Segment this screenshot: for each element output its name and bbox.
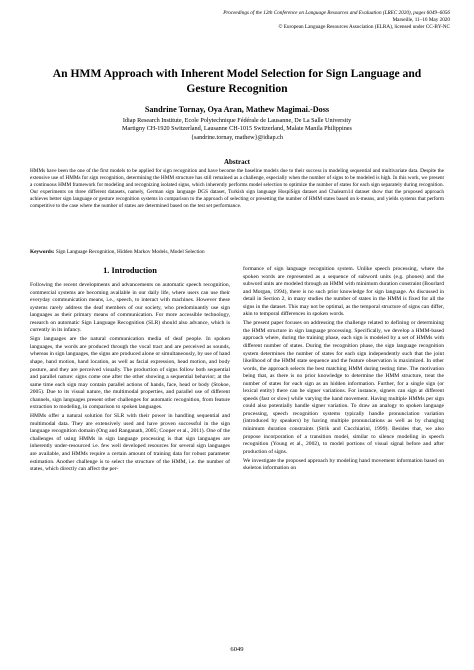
paragraph: HMMs offer a natural solution for SLR with their power in handling sequential and multimodal data. They are extensively used and have proven successful in the sign language recognition domain (Ong and Ranganath, 2005; Cooper et al., 2011). One of the challenges of using HMMs in sign language processing is that sign languages are inherently under-resourced i.e. few well developed resources for several sign languages are available, and HMMs require a certain amount of training data for robust parameter estimation. Another challenge is to select the structure of the HMM, i.e. the number of states, which directly can affect the per- bbox=[30, 413, 230, 473]
proceedings-header bbox=[150, 10, 450, 32]
header-line-1: Proceedings of the 12th Conference on Language Resources and Evaluation (LREC 2020), pages 6049–6056 bbox=[223, 10, 450, 16]
abstract-text: HMMs have been the one of the first models to be applied for sign recognition and have become the baseline models due to their success in modeling sequential and multivariate data. Despite the extensive use of HMMs for sign recognition, determining the HMM structure has still remained as a challenge, especially when the number of signs to be modeled is high. In this work, we present a continuous HMM framework for modeling and recognizing isolated signs, which inherently performs model selection to optimize the number of states for each sign separately during recognition. Our experiments on three different datasets, namely, German sign language DGS dataset, Turkish sign language HospiSign dataset and Chalearn14 dataset show that the proposed approach achieves better sign language or gesture recognition systems in comparison to the approach of selecting or presetting the number of HMM states based on k-means, and yields systems that perform competitive to the case where the number of states are determined based on the test set performance. bbox=[30, 168, 444, 209]
paper-title bbox=[30, 66, 444, 96]
affiliation bbox=[30, 117, 444, 142]
paragraph: We investigate the proposed approach by modeling hand movement information based on skeleton information on bbox=[243, 457, 444, 472]
affiliation-emails: {sandrine.tornay, mathew}@idiap.ch bbox=[191, 133, 283, 141]
affiliation-line-1: Idiap Research Institute, Ecole Polytechnique Fédérale de Lausanne, De La Salle University bbox=[122, 117, 352, 124]
affiliation-line-2: Martigny CH-1920 Switzerland, Lausanne CH-1015 Switzerland, Malate Manila Philippines bbox=[122, 125, 352, 133]
paragraph: Following the recent developments and advancements on automatic speech recognition, commercial systems are becoming available in our daily life, where users can use their everyday communication means, i.e., speech, to interact with machines. However these systems rarely address the deaf members of our society, who predominantly use sign languages as their primary means of communication. For more accessible technology, research on automatic Sign Language Recognition (SLR) should also advance, which is currently in its infancy. bbox=[30, 282, 230, 334]
right-column bbox=[243, 266, 444, 474]
keywords bbox=[30, 249, 444, 256]
paragraph: Sign languages are the natural communication media of deaf people. In spoken languages, the words are produced through the vocal tract and are perceived as sounds, whereas in sign languages, the signs are produced alone or simultaneously, by use of hand shape, hand motion, hand location, as well as facial expression, head motion, and body posture, and they are perceived visually. The production of signs follow both sequential and parallel nature: signs come one after the other showing a sequential behavior; at the same time each sign may contain parallel actions of hands, face, head or body (Stokoe, 2005). Due to its visual nature, the multimodal properties, and parallel use of different channels, sign languages present other challenges for automatic recognition, from feature extraction to modeling, in comparison to spoken languages. bbox=[30, 336, 230, 411]
keywords-label: Keywords: bbox=[30, 249, 55, 255]
title-line-1: An HMM Approach with Inherent Model Selection for Sign Language and bbox=[52, 67, 422, 80]
page-number: 6049 bbox=[230, 646, 244, 653]
section-heading-introduction: 1. Introduction bbox=[103, 266, 157, 275]
left-column bbox=[30, 282, 230, 475]
author-list: Sandrine Tornay, Oya Aran, Mathew Magimai.-Doss bbox=[144, 105, 330, 114]
abstract-heading: Abstract bbox=[223, 158, 251, 166]
paragraph: formance of sign language recognition system. Unlike speech processing, where the spoken words are represented as a sequence of subword units (e.g. phones) and the subword units are modeled through an HMM with minimum duration constraint (Bourlard and Morgan, 1994), there is no such prior knowledge for sign language. As discussed in detail in Section 2, in many studies the number of states in the HMM is fixed for all the signs in the dataset. This may not be optimal, as the temporal structure of signs can differ, akin to temporal differences in spoken words. bbox=[243, 266, 444, 318]
paragraph: The present paper focuses on addressing the challenge related to defining or determining the HMM structure in sign language processing. Specifically, we develop a HMM-based approach where, during the training phase, each sign is modeled by a set of HMMs with different number of states. During the recognition phase, the sign language recognition system determines the number of states for each sign independently such that the joint likelihood of the HMM state sequence and the feature observation is maximized. In other words, the approach selects the best matching HMM during testing time. The motivation being that, as there is no prior knowledge to determine the HMM structure, treat the number of states for each sign as an hidden information. Further, for a single sign (or lexical entity) there can be signer variations. For instance, signers can sign at different speeds (fast or slow) while varying the hand movement. Having multiple HMMs per sign could also potentially handle signer variation. To draw an analogy to spoken language processing, speech recognition systems typically handle pronunciation variation (introduced by speakers) by having multiple pronunciations as well as by changing minimum duration constraints (Strik and Cucchiarini, 1999). Besides that, we also propose incorporation of a transition model, similar to silence modeling in speech recognition (Young et al., 2002), to model portions of visual signal before and after production of signs. bbox=[243, 320, 444, 455]
keywords-text: Sign Language Recognition, Hidden Markov Models, Model Selection bbox=[55, 249, 205, 255]
title-line-2: Gesture Recognition bbox=[186, 82, 288, 95]
header-line-2: Marseille, 11–16 May 2020 bbox=[392, 17, 450, 24]
header-line-3: © European Language Resources Association (ELRA), licensed under CC-BY-NC bbox=[278, 24, 450, 31]
